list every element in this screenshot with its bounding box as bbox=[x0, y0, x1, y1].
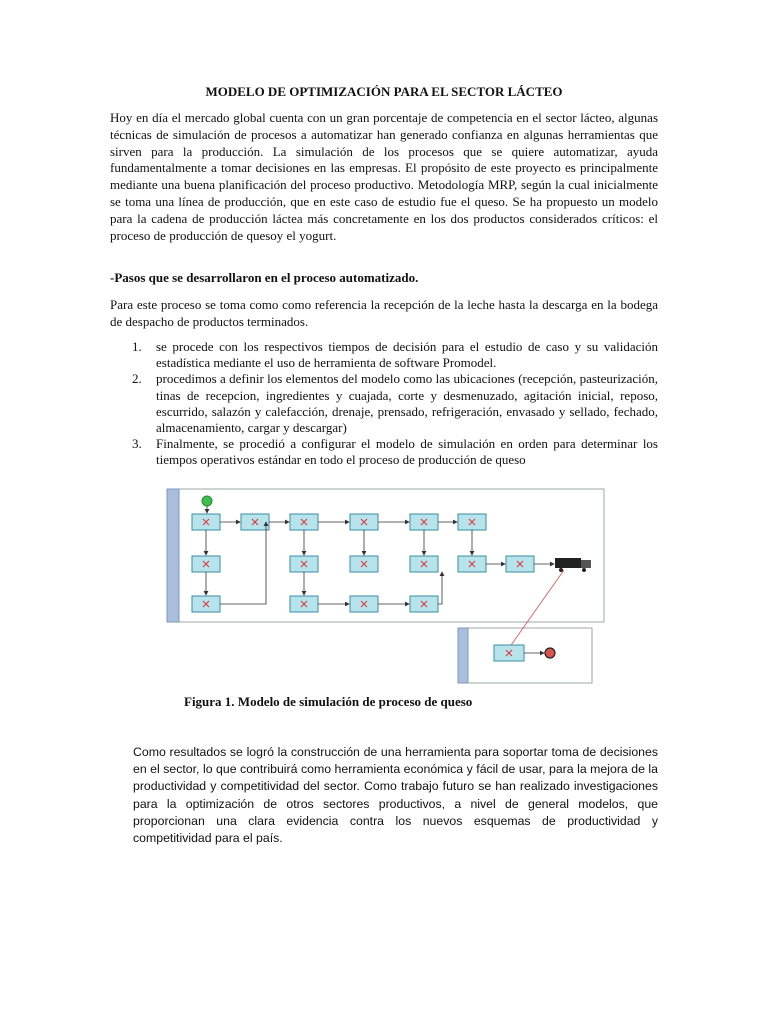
end-event bbox=[545, 648, 555, 658]
list-item-text: procedimos a definir los elementos del modelo como las ubicaciones (recepción, pasteurización, tinas de recepcion, ingredientes y cuajada, corte y desmenuzado, agitación inicial, reposo, escurrido, salazón y calefacción, drenaje, prensado, refrigeración, envasado y sellado, fechado, almacenamiento, cargar y descargar) bbox=[156, 371, 658, 436]
document-title: MODELO DE OPTIMIZACIÓN PARA EL SECTOR LÁCTEO bbox=[205, 84, 563, 99]
process-diagram bbox=[166, 488, 606, 684]
list-item-text: Finalmente, se procedió a configurar el modelo de simulación en orden para determinar los tiempos operativos estándar en todo el proceso de producción de queso bbox=[156, 436, 658, 468]
process-intro-text: Para este proceso se toma como como referencia la recepción de la leche hasta la descarga en la bodega de despacho de productos terminados. bbox=[110, 297, 658, 329]
list-item bbox=[110, 371, 658, 436]
start-event bbox=[202, 496, 212, 506]
main-lane-bar bbox=[167, 489, 179, 622]
process-intro-paragraph bbox=[110, 297, 658, 331]
list-item bbox=[110, 339, 658, 371]
secondary-pool bbox=[458, 628, 592, 683]
intro-text: Hoy en día el mercado global cuenta con un gran porcentaje de competencia en el sector lácteo, algunas técnicas de simulación de procesos a automatizar han generado confianza en algunas herramientas que sirven para la producción. La simulación de los procesos que se quiere automatizar, ayuda fundamentalmente a tomar decisiones en las empresas. El propósito de este proyecto es principalmente mediante una buena planificación del proceso productivo. Metodología MRP, según la cual inicialmente se toma una línea de producción, que en este caso de estudio fue el queso. Se ha propuesto un modelo para la cadena de producción láctea más concretamente en los dos productos considerados críticos: el proceso de producción de quesoy el yogurt. bbox=[110, 110, 658, 243]
list-item-number: 2. bbox=[132, 371, 142, 387]
conclusion-text: Como resultados se logró la construcción de una herramienta para soportar toma de decisiones en el sector, lo que contribuirá como herramienta económica y fácil de usar, para la mejora de la productividad y competitividad del sector. Como trabajo futuro se han realizado investigaciones para la optimización de otros sectores productivos, a nivel de general modelos, que proporcionan una clara evidencia contra los nuevos esquemas de productividad y competitividad para el país. bbox=[133, 745, 658, 846]
list-item-number: 3. bbox=[132, 436, 142, 452]
figure-caption: Figura 1. Modelo de simulación de proceso de queso bbox=[184, 694, 473, 709]
steps-heading: -Pasos que se desarrollaron en el proceso automatizado. bbox=[110, 270, 419, 285]
list-item bbox=[110, 436, 658, 468]
main-pool bbox=[167, 489, 604, 622]
secondary-lane-bar bbox=[458, 628, 468, 683]
list-item-text: se procede con los respectivos tiempos de decisión para el estudio de caso y su validación estadística mediante el uso de herramienta de software Promodel. bbox=[156, 339, 658, 371]
intro-paragraph bbox=[110, 110, 658, 244]
steps-list bbox=[110, 339, 658, 469]
list-item-number: 1. bbox=[132, 339, 142, 354]
conclusion-paragraph bbox=[133, 744, 658, 847]
